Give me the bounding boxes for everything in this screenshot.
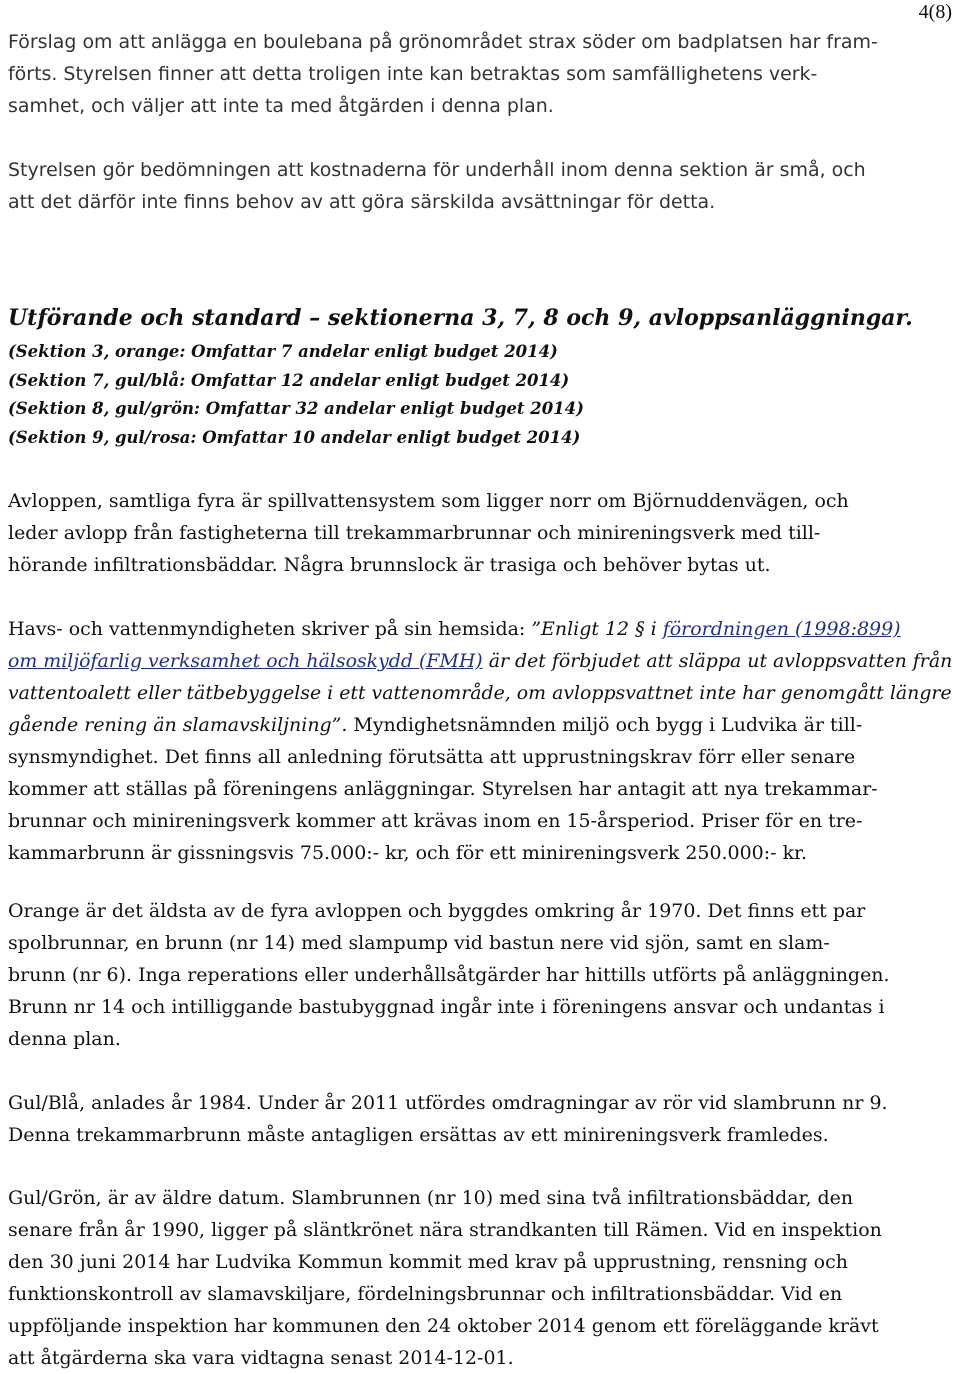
text-line: Denna trekammarbrunn måste antagligen ersättas av ett minireningsverk framledes.: [8, 1124, 829, 1146]
text-segment: Havs- och vattenmyndigheten skriver på sin hemsida:: [8, 618, 532, 640]
text-line: att åtgärderna ska vara vidtagna senast 2014-12-01.: [8, 1347, 514, 1369]
text-line: Styrelsen gör bedömningen att kostnaderna för underhåll inom denna sektion är små, och: [8, 159, 866, 181]
section-list: [8, 338, 954, 452]
text-line: brunnar och minireningsverk kommer att krävas inom en 15-årsperiod. Priser för en tre-: [8, 810, 863, 832]
text-line: leder avlopp från fastigheterna till trekammarbrunnar och minireningsverk med till-: [8, 522, 821, 544]
text-line: kommer att ställas på föreningens anläggningar. Styrelsen har antagit att nya trekammar-: [8, 778, 878, 800]
paragraph-havs-och-vatten: [8, 613, 954, 869]
fmh-link[interactable]: om miljöfarlig verksamhet och hälsoskydd (FMH): [8, 650, 483, 672]
text-line: denna plan.: [8, 1028, 121, 1050]
text-line: Gul/Blå, anlades år 1984. Under år 2011 utfördes omdragningar av rör vid slambrunn nr 9.: [8, 1092, 888, 1114]
section-heading: Utförande och standard – sektionerna 3, 7, 8 och 9, avloppsanläggningar.: [8, 305, 913, 331]
text-line: synsmyndighet. Det finns all anledning förutsätta att upprustningskrav förr eller senare: [8, 746, 856, 768]
text-line: [8, 645, 953, 677]
paragraph-gul-bla: [8, 1087, 954, 1151]
paragraph-avloppen: [8, 485, 954, 581]
paragraph-boulebana: [8, 26, 954, 122]
section-item: (Sektion 9, gul/rosa: Omfattar 10 andelar enligt budget 2014): [8, 427, 581, 447]
text-line: att det därför inte finns behov av att göra särskilda avsättningar för detta.: [8, 191, 716, 213]
quote-segment: gående rening än slamavskiljning”.: [8, 714, 348, 736]
text-line: Förslag om att anlägga en boulebana på grönområdet strax söder om badplatsen har fram-: [8, 31, 878, 53]
quote-segment: är det förbjudet att släppa ut avloppsvatten från: [482, 650, 953, 672]
section-item: (Sektion 8, gul/grön: Omfattar 32 andelar enligt budget 2014): [8, 399, 584, 418]
text-line: [8, 613, 952, 645]
text-line: Brunn nr 14 och intilliggande bastubyggnad ingår inte i föreningens ansvar och undantas i: [8, 996, 885, 1018]
text-line: [8, 709, 952, 741]
text-line: Orange är det äldsta av de fyra avloppen och byggdes omkring år 1970. Det finns ett par: [8, 900, 866, 922]
text-line: brunn (nr 6). Inga reperations eller underhållsåtgärder har hittills utförts på anläggningen.: [8, 964, 890, 986]
page-number: 4(8): [918, 1, 952, 23]
text-line: funktionskontroll av slamavskiljare, fördelningsbrunnar och infiltrationsbäddar. Vid en: [8, 1283, 843, 1305]
text-line: Gul/Grön, är av äldre datum. Slambrunnen (nr 10) med sina två infiltrationsbäddar, den: [8, 1187, 854, 1209]
section-item: (Sektion 7, gul/blå: Omfattar 12 andelar enligt budget 2014): [8, 370, 570, 390]
quote-segment: ”Enligt 12 § i: [531, 618, 663, 640]
text-line: hörande infiltrationsbäddar. Några brunnslock är trasiga och behöver bytas ut.: [8, 554, 771, 576]
section-item: (Sektion 3, orange: Omfattar 7 andelar enligt budget 2014): [8, 342, 558, 361]
text-line: samhet, och väljer att inte ta med åtgärden i denna plan.: [8, 95, 554, 117]
text-line: kammarbrunn är gissningsvis 75.000:- kr, och för ett minireningsverk 250.000:- kr.: [8, 842, 808, 864]
text-segment: Myndighetsnämnden miljö och bygg i Ludvika är till-: [347, 714, 863, 736]
paragraph-underhall: [8, 154, 954, 218]
paragraph-gul-gron: [8, 1182, 954, 1374]
text-line: vattentoalett eller tätbebyggelse i ett vattenområde, om avloppsvattnet inte har genomgått längre: [8, 682, 952, 704]
paragraph-orange: [8, 895, 954, 1055]
text-line: spolbrunnar, en brunn (nr 14) med slampump vid bastun nere vid sjön, samt en slam-: [8, 932, 830, 954]
text-line: uppföljande inspektion har kommunen den 24 oktober 2014 genom ett föreläggande krävt: [8, 1315, 879, 1337]
text-line: Avloppen, samtliga fyra är spillvattensystem som ligger norr om Björnuddenvägen, och: [8, 490, 849, 512]
forordning-link[interactable]: förordningen (1998:899): [662, 618, 901, 640]
text-line: förts. Styrelsen finner att detta troligen inte kan betraktas som samfällighetens verk-: [8, 63, 818, 85]
text-line: senare från år 1990, ligger på släntkrönet nära strandkanten till Rämen. Vid en inspektion: [8, 1219, 882, 1241]
text-line: den 30 juni 2014 har Ludvika Kommun kommit med krav på upprustning, rensning och: [8, 1251, 848, 1273]
